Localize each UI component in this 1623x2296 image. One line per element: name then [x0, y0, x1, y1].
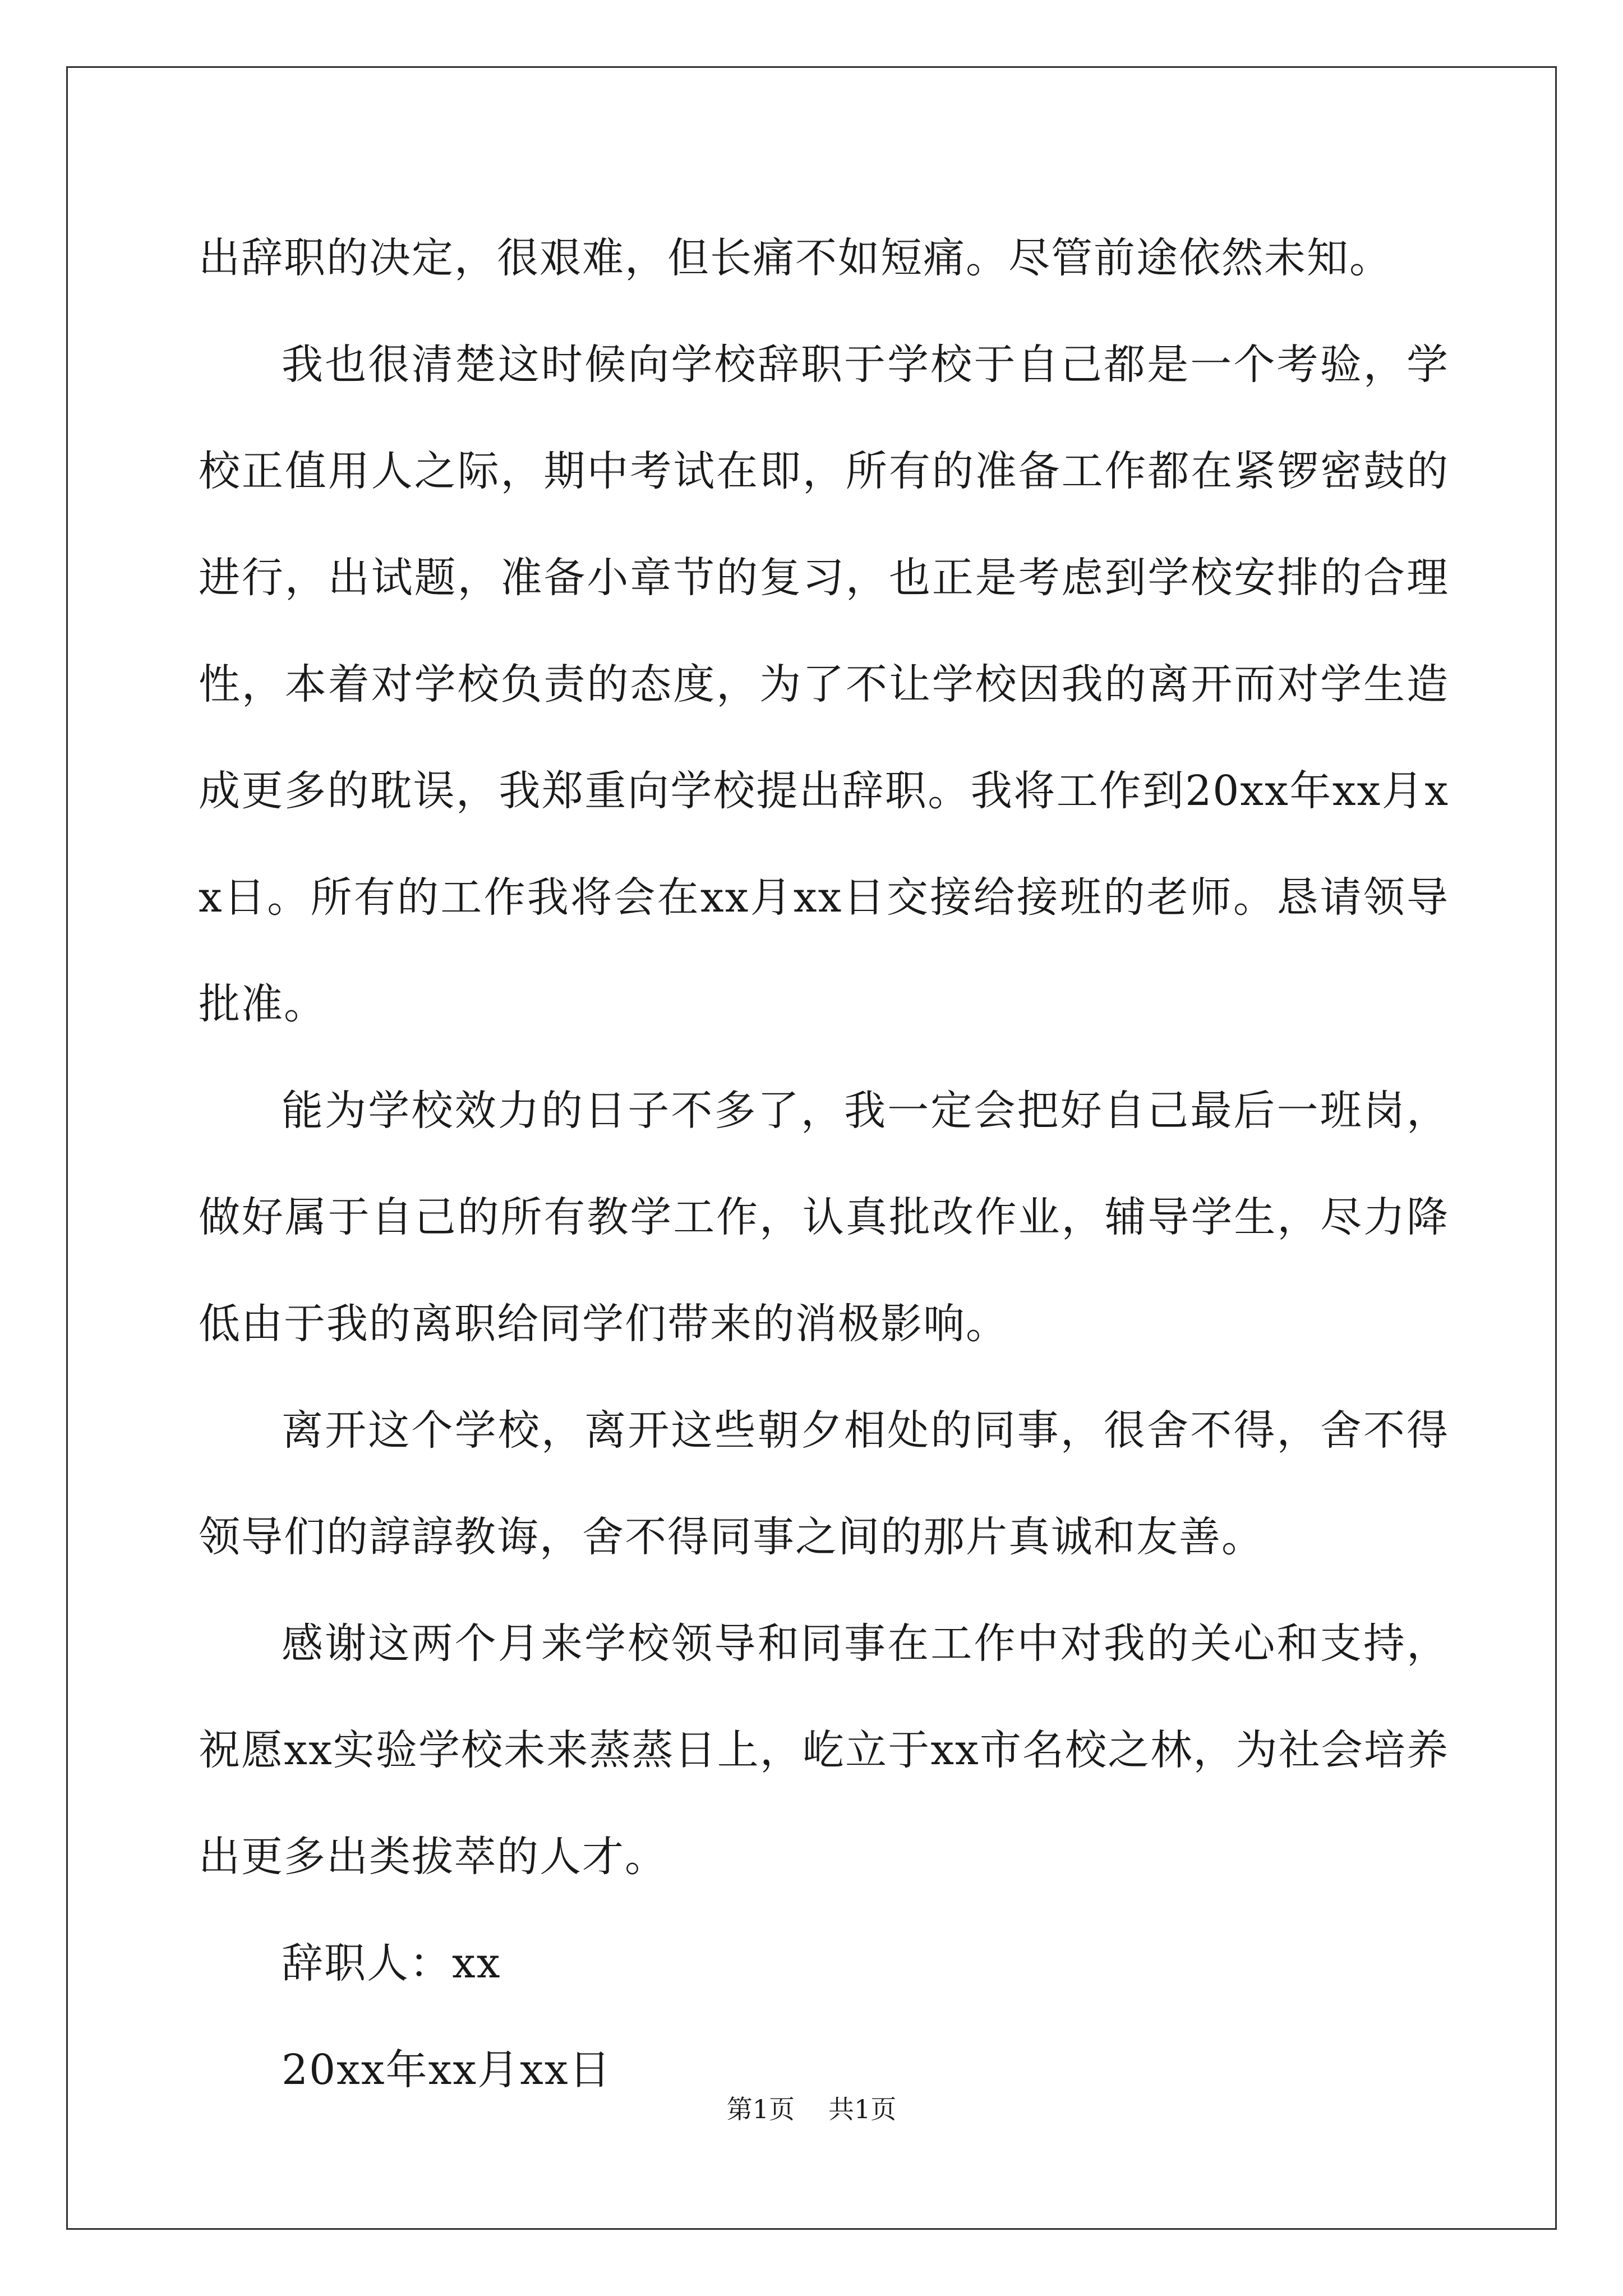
paragraph-continuation: 出辞职的决定，很艰难，但长痛不如短痛。尽管前途依然未知。 — [199, 234, 1392, 282]
page-footer — [0, 2092, 1623, 2126]
page-number: 第1页 — [726, 2094, 795, 2124]
document-body — [199, 205, 1449, 2123]
paragraph-thanks: 感谢这两个月来学校领导和同事在工作中对我的关心和支持，祝愿xx实验学校未来蒸蒸日上，屹立于xx市名校之林，为社会培养出更多出类拔萃的人才。 — [199, 1619, 1449, 1881]
signature-line: 辞职人：xx — [282, 1939, 501, 1987]
page-count: 共1页 — [828, 2094, 897, 2124]
paragraph-reason: 我也很清楚这时候向学校辞职于学校于自己都是一个考验，学校正值用人之际，期中考试在即，所有的准备工作都在紧锣密鼓的进行，出试题，准备小章节的复习，也正是考虑到学校安排的合理性，本着对学校负责的态度，为了不让学校因我的离开而对学生造成更多的耽误，我郑重向学校提出辞职。我将工作到20xx年xx月xx日。所有的工作我将会在xx月xx日交接给接班的老师。恳请领导批准。 — [199, 341, 1449, 1028]
date-line: 20xx年xx月xx日 — [282, 2046, 612, 2094]
paragraph-farewell: 离开这个学校，离开这些朝夕相处的同事，很舍不得，舍不得领导们的諄諄教诲，舍不得同事之间的那片真诚和友善。 — [199, 1406, 1449, 1561]
paragraph-commitment: 能为学校效力的日子不多了，我一定会把好自己最后一班岗，做好属于自己的所有教学工作，认真批改作业，辅导学生，尽力降低由于我的离职给同学们带来的消极影响。 — [199, 1087, 1449, 1348]
